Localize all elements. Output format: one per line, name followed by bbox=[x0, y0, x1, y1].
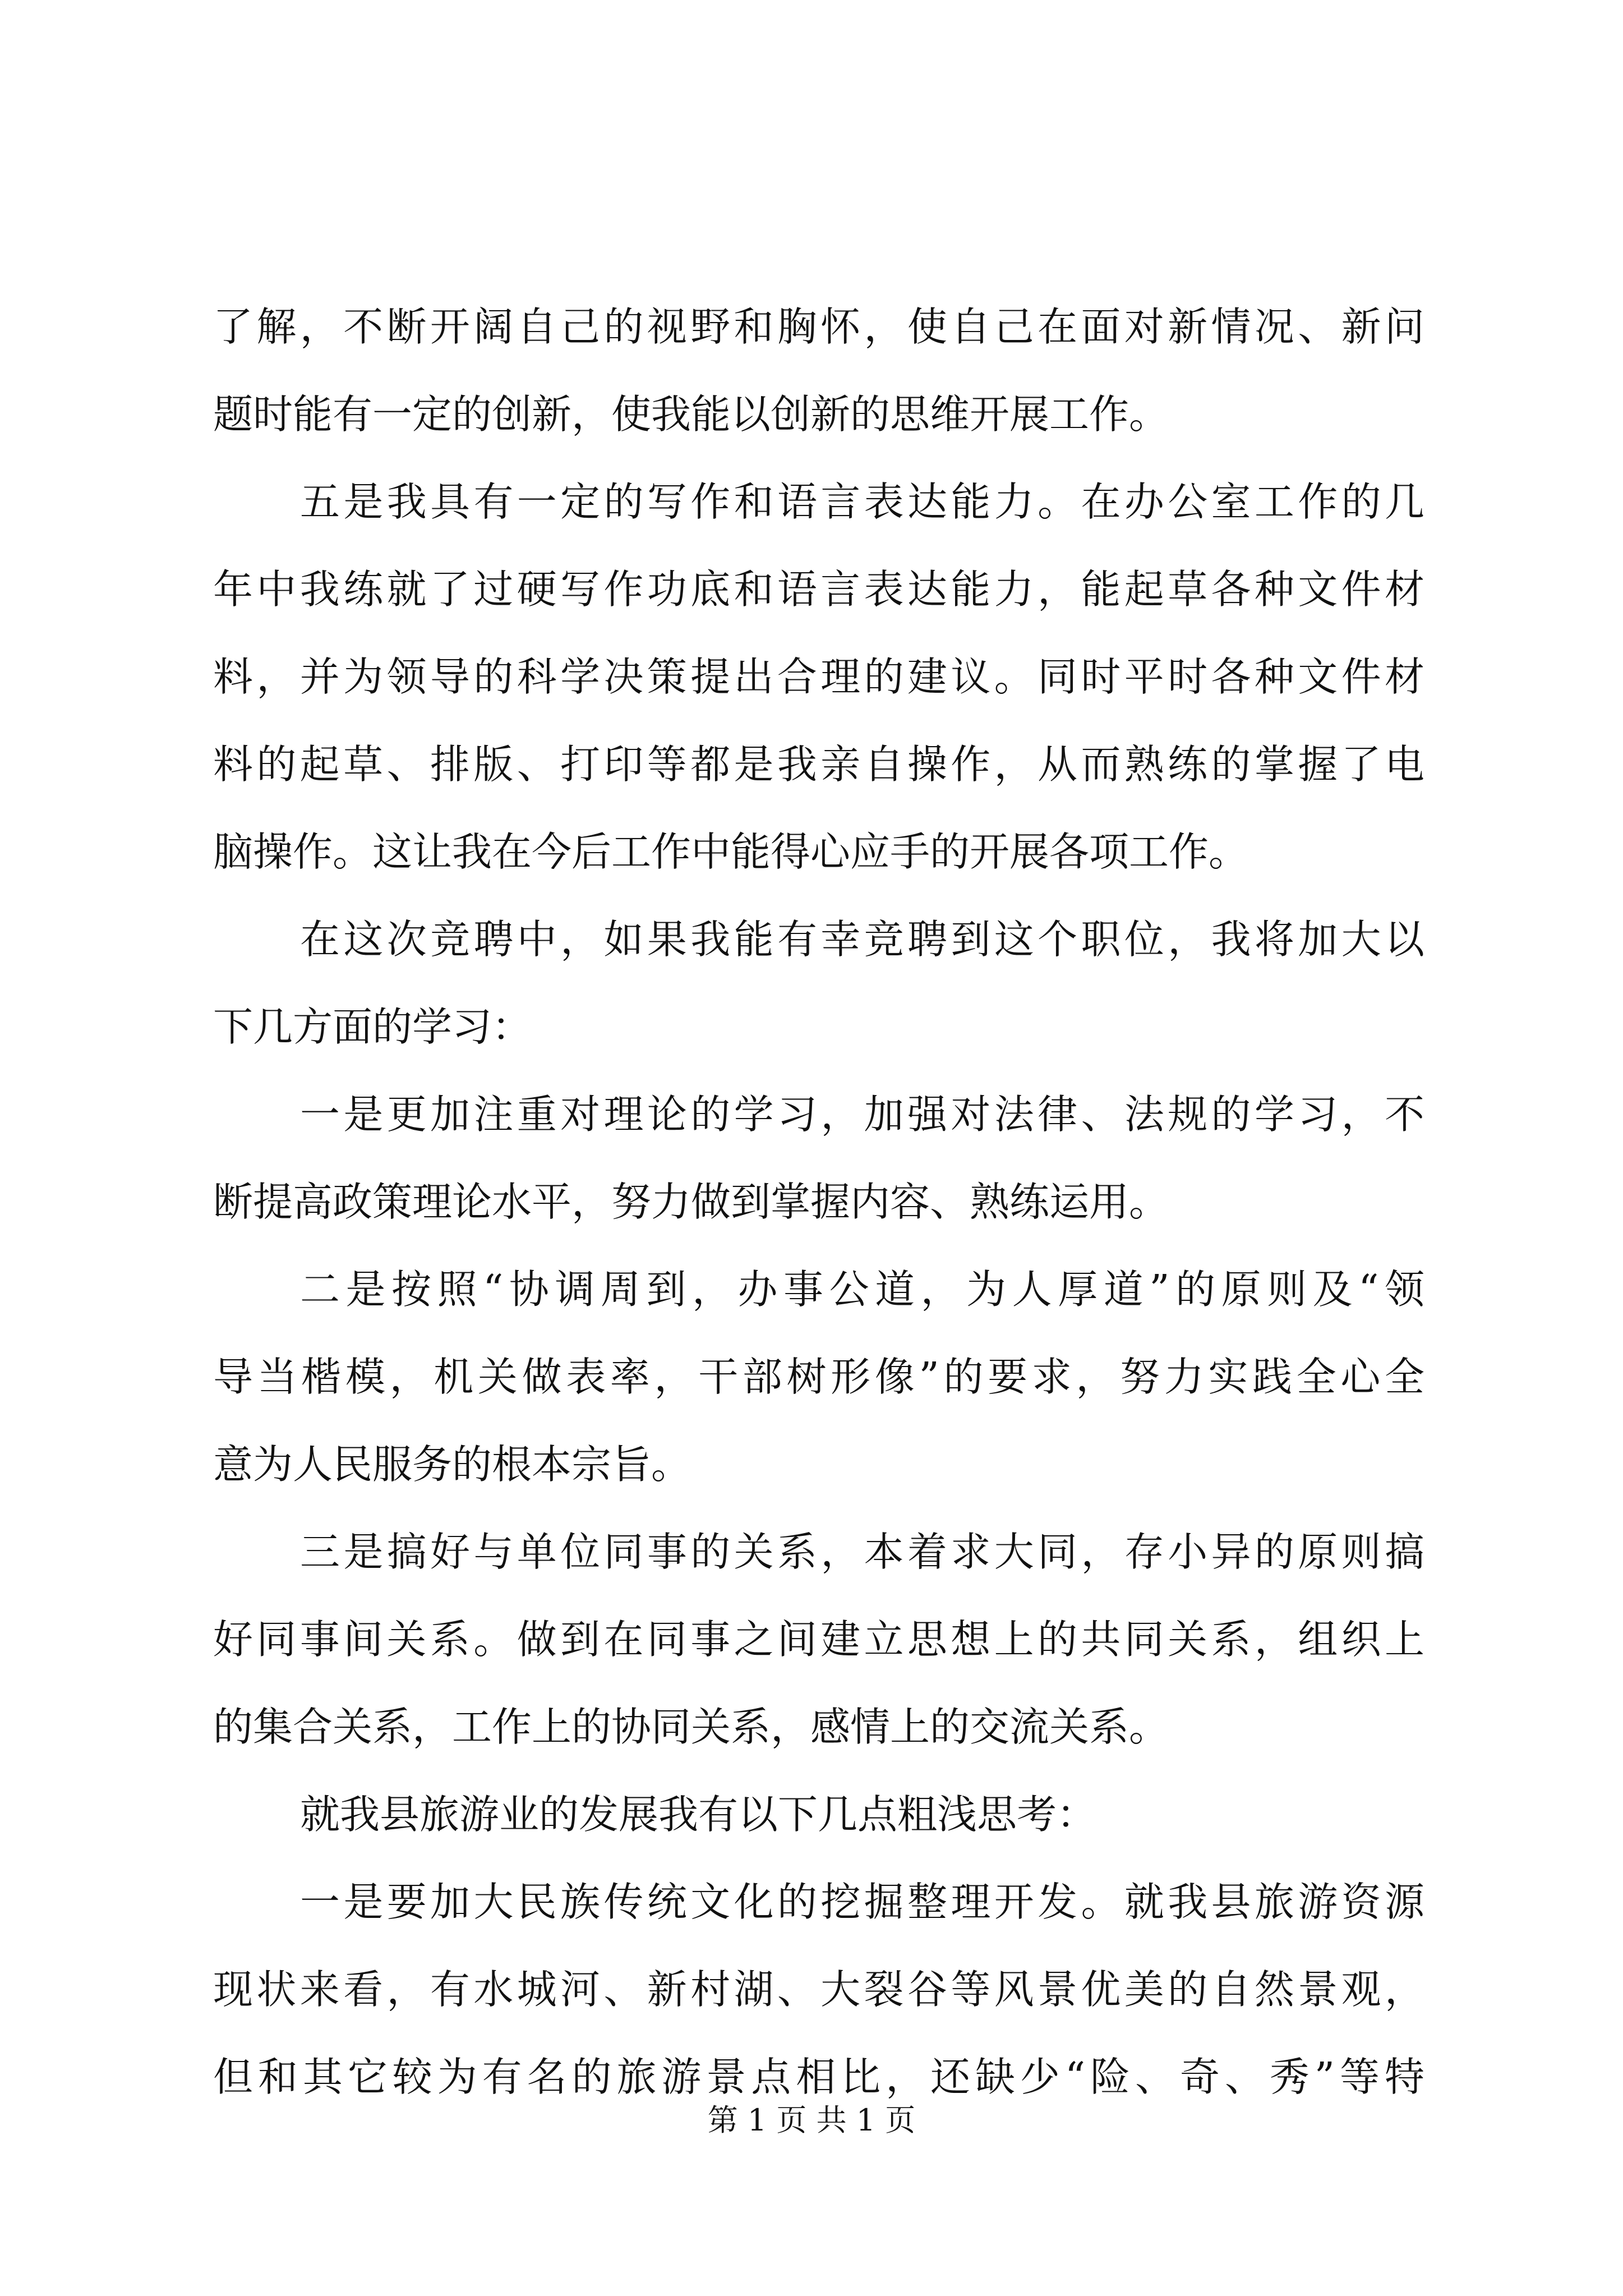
paragraph-first-line: 二是按照“协调周到，办事公道，为人厚道”的原则及“领 bbox=[300, 1266, 1424, 1313]
page-number-footer: 第 1 页 共 1 页 bbox=[707, 2102, 916, 2138]
paragraph-first-line: 就我县旅游业的发展我有以下几点粗浅思考： bbox=[300, 1791, 1097, 1838]
text-line: 脑操作。这让我在今后工作中能得心应手的开展各项工作。 bbox=[213, 829, 1249, 875]
text-line: 导当楷模，机关做表率，干部树形像”的要求，努力实践全心全 bbox=[213, 1354, 1424, 1400]
paragraph-first-line: 五是我具有一定的写作和语言表达能力。在办公室工作的几 bbox=[300, 478, 1424, 525]
text-line: 但和其它较为有名的旅游景点相比，还缺少“险、奇、秀”等特 bbox=[213, 2054, 1424, 2100]
text-line: 了解，不断开阔自己的视野和胸怀，使自己在面对新情况、新问 bbox=[213, 303, 1424, 350]
text-line: 下几方面的学习： bbox=[213, 1004, 532, 1050]
text-line: 题时能有一定的创新，使我能以创新的思维开展工作。 bbox=[213, 391, 1169, 438]
text-line: 料的起草、排版、打印等都是我亲自操作，从而熟练的掌握了电 bbox=[213, 741, 1424, 788]
text-line: 的集合关系，工作上的协同关系，感情上的交流关系。 bbox=[213, 1704, 1169, 1750]
text-line: 年中我练就了过硬写作功底和语言表达能力，能起草各种文件材 bbox=[213, 566, 1424, 613]
text-line: 料，并为领导的科学决策提出合理的建议。同时平时各种文件材 bbox=[213, 654, 1424, 700]
text-line: 意为人民服务的根本宗旨。 bbox=[213, 1441, 691, 1488]
paragraph-first-line: 在这次竞聘中，如果我能有幸竞聘到这个职位，我将加大以 bbox=[300, 916, 1424, 963]
paragraph-first-line: 三是搞好与单位同事的关系，本着求大同，存小异的原则搞 bbox=[300, 1529, 1424, 1575]
document-body bbox=[213, 283, 1424, 2121]
text-line: 断提高政策理论水平，努力做到掌握内容、熟练运用。 bbox=[213, 1179, 1169, 1225]
text-line: 好同事间关系。做到在同事之间建立思想上的共同关系，组织上 bbox=[213, 1616, 1424, 1663]
paragraph-first-line: 一是更加注重对理论的学习，加强对法律、法规的学习，不 bbox=[300, 1091, 1424, 1138]
text-line: 现状来看，有水城河、新村湖、大裂谷等风景优美的自然景观， bbox=[213, 1966, 1424, 2013]
paragraph-first-line: 一是要加大民族传统文化的挖掘整理开发。就我县旅游资源 bbox=[300, 1879, 1424, 1925]
